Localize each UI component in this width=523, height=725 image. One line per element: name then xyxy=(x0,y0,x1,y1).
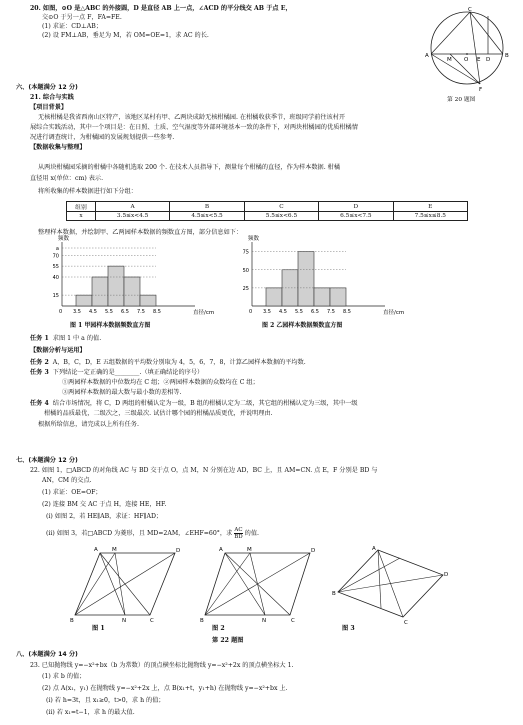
x-axis-label: 直径/cm xyxy=(383,310,405,316)
fig22-3-label-b: B xyxy=(332,591,336,597)
table-cell: A xyxy=(95,202,169,212)
q21-bg-l2: 展综合实践活动，其中一个项目是：在日照、土质、空气湿度等外部环境基本一致的条件下，对两块柑橘园的优质柑橘情 xyxy=(30,124,358,131)
table-cell: C xyxy=(244,202,318,212)
x-tick-label: 4.5 xyxy=(279,309,287,315)
q20-fig-caption: 第 20 题图 xyxy=(447,97,476,103)
task2-text: A，B，C，D，E 五组数据的平均数分别取为 4，5，6，7，8，计算乙园样本数据的平均数. xyxy=(52,359,306,366)
q21-title: 21. 综合与实践 xyxy=(30,94,74,101)
q22-part2: (2) 连接 BM 交 AC 于点 H，连接 HE，HF. xyxy=(42,501,167,508)
q22-line2: AN，CM 的交点. xyxy=(42,477,92,484)
y-axis-label: 频数 xyxy=(248,236,260,242)
fig20-label-m: M xyxy=(447,57,452,63)
task3-label: 任务 3 xyxy=(30,369,49,376)
q21-data-head: 【数据收集与整理】 xyxy=(30,144,86,151)
section6-header: 六、(本题满分 12 分) xyxy=(16,84,78,91)
q20-circle-figure xyxy=(420,4,515,96)
fraction-ac-bd xyxy=(234,527,242,540)
q22-fig-caption: 第 22 题图 xyxy=(212,637,244,644)
q22-part1: (1) 求证：OE=OF； xyxy=(42,489,102,496)
y-tick-label: a xyxy=(55,246,59,252)
y-tick-label: 50 xyxy=(242,267,249,274)
histogram-bar xyxy=(330,288,346,306)
fig22-2-label-n: N xyxy=(262,618,267,624)
histogram-bar xyxy=(140,295,156,306)
x-tick-label: 3.5 xyxy=(73,309,81,315)
table-cell: 组别 xyxy=(67,202,96,212)
q22-fig2 xyxy=(200,547,315,624)
table-cell: 7.5≤x≤8.5 xyxy=(393,212,467,221)
fraction-numerator: AC xyxy=(234,527,243,533)
section8-header: 八、(本题满分 14 分) xyxy=(16,651,78,658)
histogram-jia xyxy=(40,236,215,318)
histogram-bar xyxy=(298,252,314,306)
q22-line1: 22. 如图 1，□ABCD 的对角线 AC 与 BD 交于点 O，点 M，N 分别在边 AD，BC 上，且 AM=CN. 点 E，F 分别是 BD 与 xyxy=(30,467,378,474)
histogram-yi xyxy=(230,236,405,318)
x-tick-label: 0 xyxy=(59,309,63,315)
histogram-bar xyxy=(92,277,108,306)
table-cell: 3.5≤x<4.5 xyxy=(95,212,169,221)
x-tick-label: 3.5 xyxy=(263,309,271,315)
q21-bg-head: 【项目背景】 xyxy=(30,104,68,111)
x-tick-label: 0 xyxy=(249,309,253,315)
y-tick-label: 25 xyxy=(242,285,249,292)
fraction-denominator: BD xyxy=(234,534,243,540)
q21-d-l3: 将所收集的样本数据进行如下分组： xyxy=(38,188,137,195)
fig20-label-d: D xyxy=(486,57,491,63)
task1-text: 求图 1 中 a 的值. xyxy=(52,335,102,342)
x-tick-label: 5.5 xyxy=(295,309,303,315)
task3-option2: ③两园样本数据的最大数与最小数的差相等. xyxy=(62,389,182,396)
q22-part2ii-end: 的值. xyxy=(244,530,260,537)
x-tick-label: 8.5 xyxy=(343,309,351,315)
q22-fig3-caption: 图 3 xyxy=(342,625,355,632)
y-axis-label: 频数 xyxy=(58,236,70,242)
histogram-bar xyxy=(282,270,298,306)
histogram-bar xyxy=(266,288,282,306)
y-tick-label: 75 xyxy=(242,249,249,256)
task4-text: 结合市场情况，将 C，D 两组的柑橘认定为一级，B 组的柑橘认定为二级，其它组的柑橘认定为三级，其中一级 xyxy=(52,400,358,407)
q23-part2i: (i) 若 h=3t，且 x₁≥0，t>0，求 h 的值； xyxy=(46,697,165,704)
q20-part1: (1) 求证：CD⊥AB； xyxy=(42,23,103,30)
fig22-1-label-b: B xyxy=(70,618,74,624)
fig22-1-label-m: M xyxy=(112,547,117,553)
task4-text2: 柑橘的品质最优，二级次之，三级最次. 试估计哪个园的柑橘品质更优，并说明理由. xyxy=(44,410,273,417)
fig22-3-label-a: A xyxy=(372,546,376,552)
x-tick-label: 6.5 xyxy=(121,309,129,315)
q23-part2ii: (ii) 若 x₁=t−1，求 h 的最大值. xyxy=(46,709,135,716)
x-tick-label: 7.5 xyxy=(137,309,145,315)
q23-part1: (1) 求 b 的值； xyxy=(42,673,86,680)
q21-bg-l1: 无核柑橘是我省西南山区特产，该地区某村有甲、乙两块成龄无核柑橘园. 在柑橘收获季节，班级同学前往该村开 xyxy=(38,114,346,121)
fig22-3-label-d: D xyxy=(444,572,449,578)
q22-fig3 xyxy=(332,546,448,626)
fig20-label-o: O xyxy=(464,57,469,63)
table-cell: 4.5≤x<5.5 xyxy=(170,212,244,221)
q22-part2i: (i) 如图 2，若 HE∥AB，求证：HF∥AD； xyxy=(46,513,163,520)
y-tick-label: 40 xyxy=(52,275,59,281)
fig20-label-f: F xyxy=(479,87,483,93)
task1-label: 任务 1 xyxy=(30,335,49,342)
q22-fig1 xyxy=(70,547,180,624)
x-tick-label: 8.5 xyxy=(153,309,161,315)
table-cell: E xyxy=(393,202,467,212)
task4-label: 任务 4 xyxy=(30,400,49,407)
q23-part2: (2) 点 A(x₁，y₁) 在抛物线 y=−x²+2x 上，点 B(x₁+t，y₁+h) 在抛物线 y=−x²+bx 上. xyxy=(42,685,288,692)
fig22-1-label-d: D xyxy=(176,548,181,554)
fig20-label-e: E xyxy=(477,57,481,63)
group-table xyxy=(66,201,468,221)
task3-option1: ①两园样本数据的中位数均在 C 组；②两园样本数据的众数均在 C 组； xyxy=(62,379,259,386)
q22-fig2-caption: 图 2 xyxy=(212,625,225,632)
histogram-bar xyxy=(76,295,92,306)
q22-figures xyxy=(70,545,470,625)
q21-d-l2: 直径用 x(单位：cm) 表示. xyxy=(30,175,104,182)
y-tick-label: 55 xyxy=(52,264,59,271)
histogram-bar xyxy=(108,266,124,306)
histogram-bar xyxy=(314,288,330,306)
y-tick-label: 15 xyxy=(52,293,59,300)
fig22-2-label-c: C xyxy=(291,618,295,624)
x-tick-label: 5.5 xyxy=(105,309,113,315)
q22-fig1-caption: 图 1 xyxy=(92,625,105,632)
q21-d-l1: 从两块柑橘园采摘的柑橘中各随机选取 200 个. 在技术人员指导下，测量每个柑橘的直径，作为样本数据. 柑橘 xyxy=(38,164,341,171)
fig22-2-label-a: A xyxy=(219,547,223,553)
fig22-2-label-d: D xyxy=(311,548,316,554)
x-tick-label: 6.5 xyxy=(311,309,319,315)
q23-line1: 23. 已知抛物线 y=−x²+bx（b 为常数）的顶点横坐标比抛物线 y=−x²+2x 的顶点横坐标大 1. xyxy=(30,662,294,669)
table-cell: D xyxy=(319,202,393,212)
chart1-caption: 图 1 甲园样本数据频数直方图 xyxy=(70,322,151,329)
q20-part2: (2) 设 FM⊥AB，垂足为 M，若 OM=OE=1，求 AC 的长. xyxy=(42,32,209,39)
table-row xyxy=(67,212,468,221)
q22-part2ii: (ii) 如图 3，若□ABCD 为菱形，且 MD=2AM，∠EHF=60°，求 xyxy=(46,530,233,537)
q21-bg-l3: 况进行调查统计，为柑橘园的发展规划提供一些参考. xyxy=(30,134,175,141)
fig20-label-c: C xyxy=(468,7,472,13)
q20-line1: 20. 如图，⊙O 是△ABC 的外接圆，D 是直径 AB 上一点，∠ACD 的平分线交 AB 于点 E， xyxy=(30,5,292,12)
table-header-row xyxy=(67,202,468,212)
task3-text: 下列结论一定正确的是________.（填正确结论的序号） xyxy=(52,369,204,376)
table-cell: 5.5≤x<6.5 xyxy=(244,212,318,221)
fig22-1-label-c: C xyxy=(150,618,154,624)
fig22-2-label-b: B xyxy=(200,618,204,624)
q20-line2: 交⊙O 于另一点 F，FA=FE. xyxy=(42,14,122,21)
q21-final: 根据所给信息，请完成以上所有任务. xyxy=(38,421,139,428)
x-tick-label: 4.5 xyxy=(89,309,97,315)
section7-header: 七、(本题满分 12 分) xyxy=(16,457,78,464)
fig20-label-a: A xyxy=(425,53,429,59)
chart2-caption: 图 2 乙园样本数据频数直方图 xyxy=(262,322,343,329)
fig22-1-label-a: A xyxy=(94,547,98,553)
fig22-3-label-c: C xyxy=(404,620,408,626)
fig22-2-label-m: M xyxy=(247,547,252,553)
fig20-label-b: B xyxy=(505,53,509,59)
q21-d-l4: 整理样本数据，并绘制甲、乙两园样本数据的频数直方图，部分信息如下： xyxy=(38,229,243,236)
histogram-bar xyxy=(124,277,140,306)
x-tick-label: 7.5 xyxy=(327,309,335,315)
fig22-1-label-n: N xyxy=(122,618,127,624)
x-axis-label: 直径/cm xyxy=(193,310,215,316)
task2-label: 任务 2 xyxy=(30,359,49,366)
q21-analysis-head: 【数据分析与运用】 xyxy=(30,347,86,354)
table-cell: B xyxy=(170,202,244,212)
y-tick-label: 70 xyxy=(52,253,59,260)
table-cell: 6.5≤x<7.5 xyxy=(319,212,393,221)
table-cell: x xyxy=(67,212,96,221)
